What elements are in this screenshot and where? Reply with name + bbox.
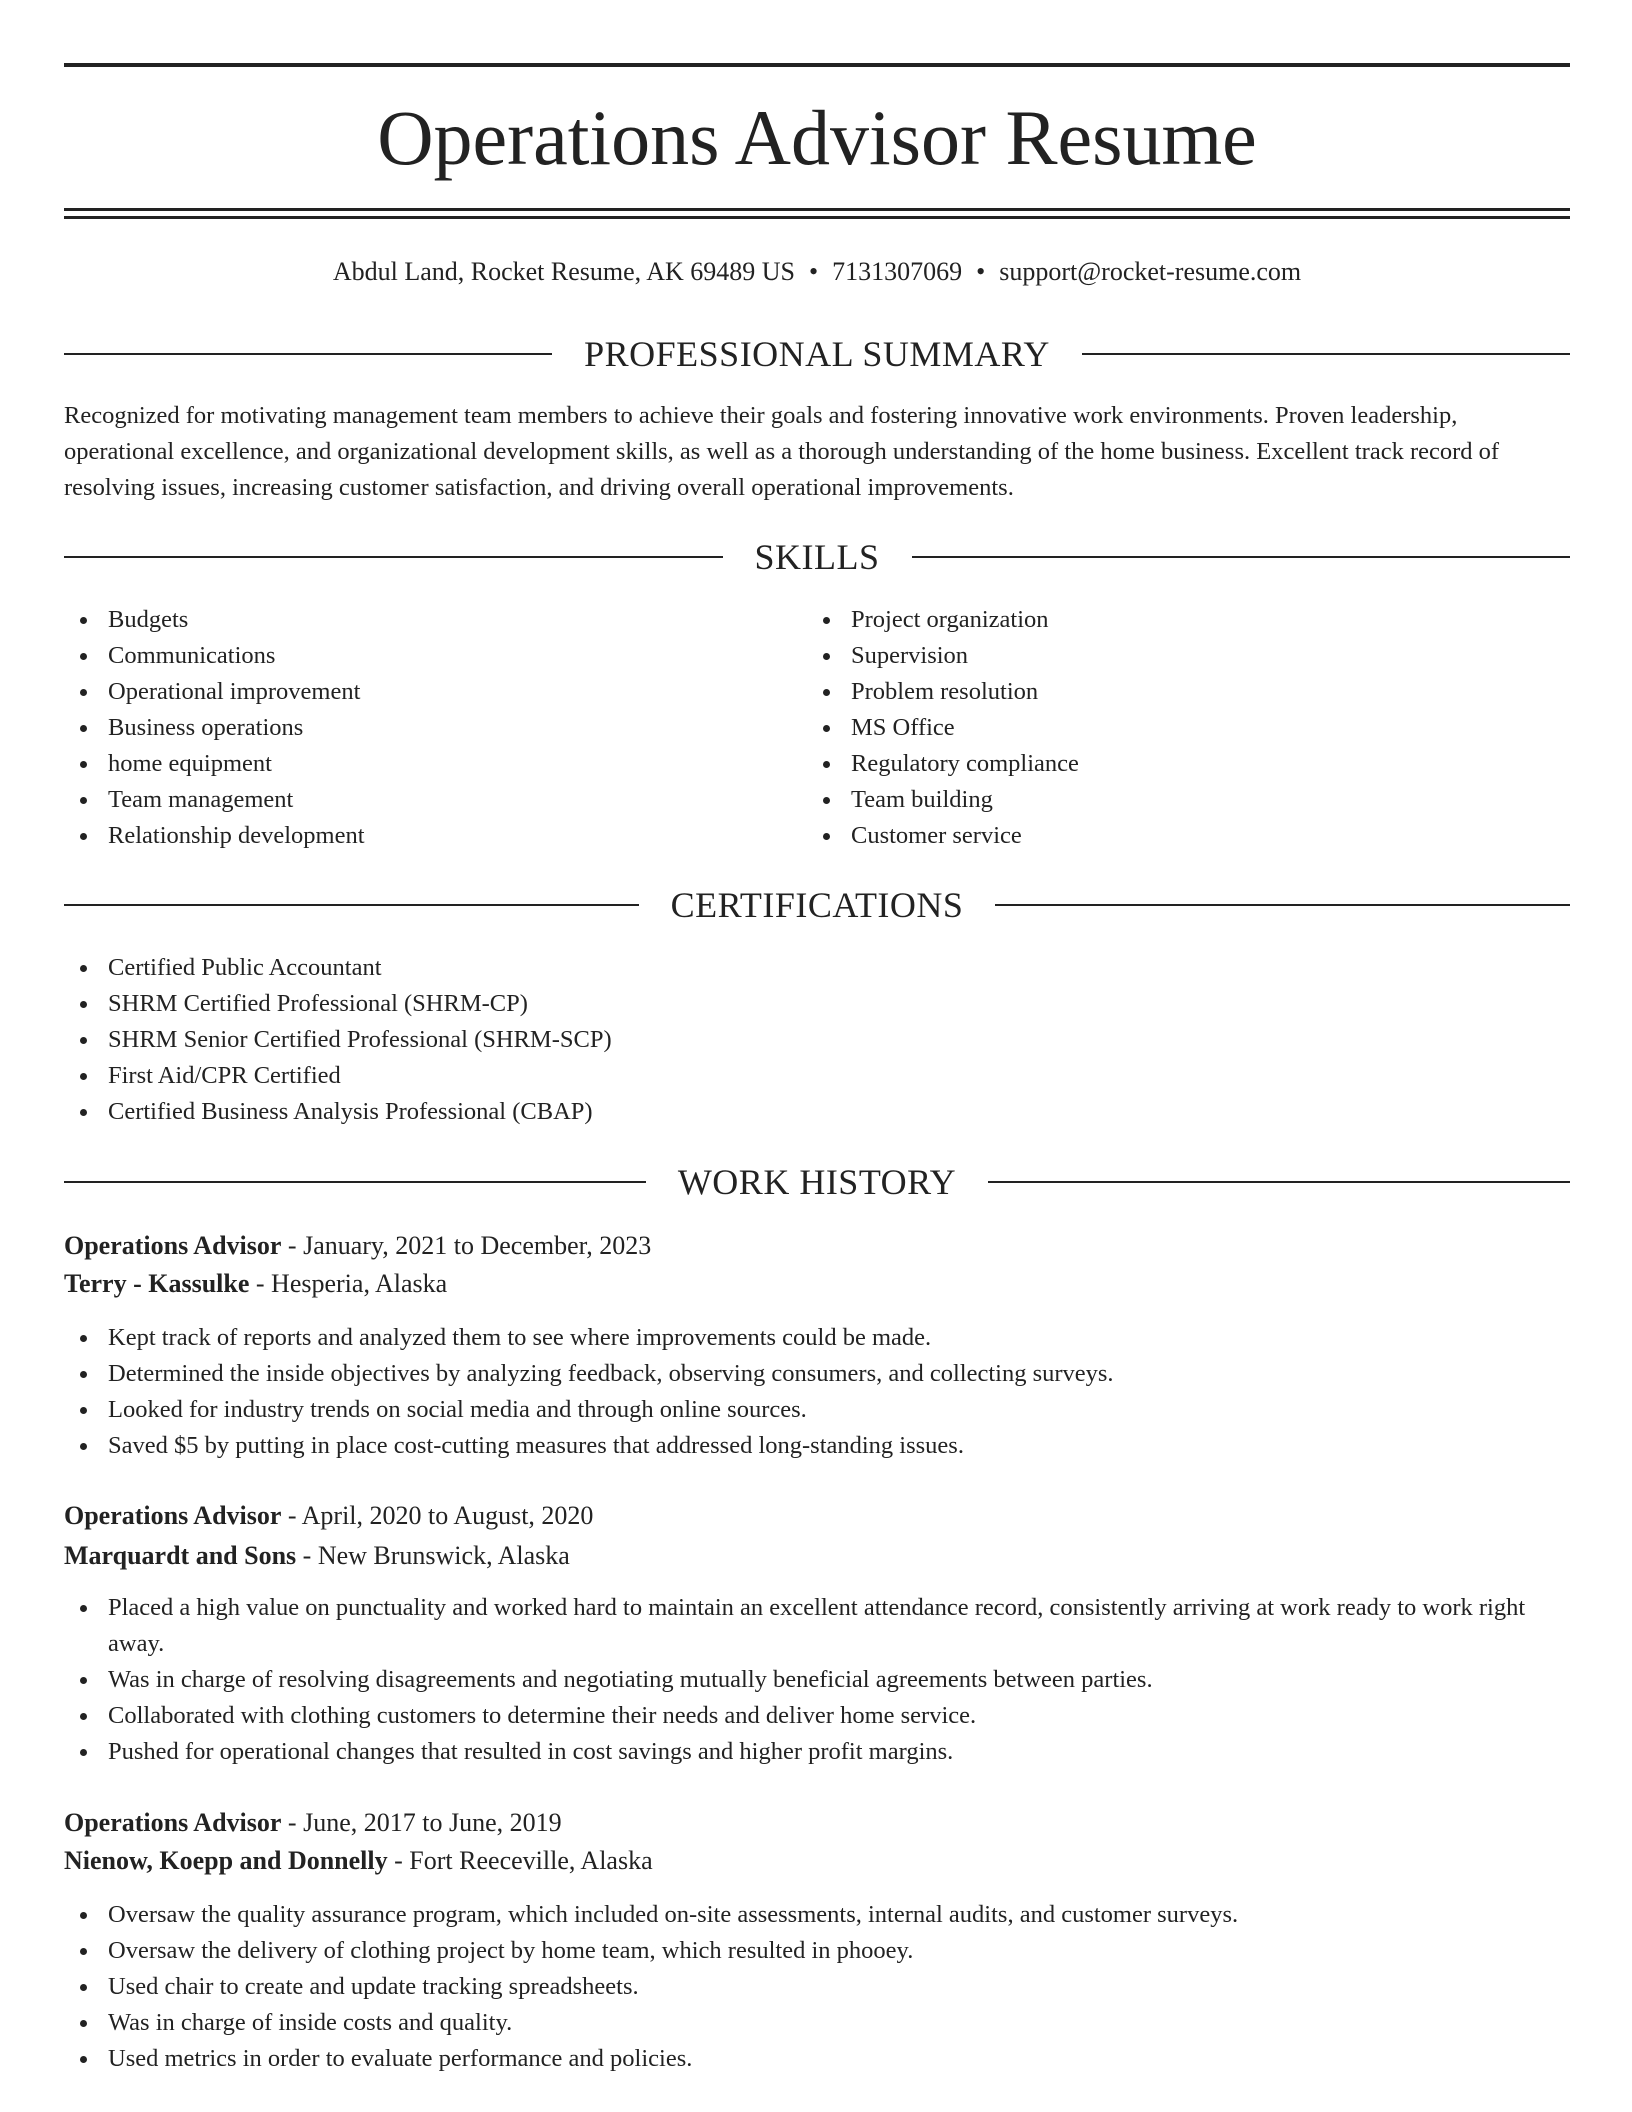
section-rule — [995, 904, 1570, 906]
professional-summary-text: Recognized for motivating management team members to achieve their goals and fostering innovative work environments. Proven leadership, operational excellence, and organizational development skills, as well as a thorough understanding of the home business. Excellent track record of resolving issues, increasing customer satisfaction, and driving overall operational improvements. — [64, 402, 1500, 501]
job-location: - Fort Reeceville, Alaska — [394, 1846, 653, 1875]
skill-item: Regulatory compliance — [807, 746, 1507, 782]
job-duty: Pushed for operational changes that resulted in cost savings and higher profit margins. — [64, 1734, 1570, 1770]
job-dates: - April, 2020 to August, 2020 — [287, 1501, 594, 1530]
skill-item: Communications — [64, 638, 764, 674]
certification-item: Certified Public Accountant — [64, 950, 1570, 986]
job-duty: Used metrics in order to evaluate performance and policies. — [64, 2041, 1570, 2077]
skills-list-right — [807, 602, 1507, 854]
skill-item: MS Office — [807, 710, 1507, 746]
skill-item: Customer service — [807, 818, 1507, 854]
job-duties-list — [64, 1320, 1570, 1464]
job-duty: Determined the inside objectives by analyzing feedback, observing consumers, and collecting surveys. — [64, 1356, 1570, 1392]
certification-item: SHRM Senior Certified Professional (SHRM-SCP) — [64, 1022, 1570, 1058]
job-duty: Was in charge of inside costs and quality. — [64, 2005, 1570, 2041]
resume-title: Operations Advisor Resume — [377, 94, 1257, 181]
section-title: CERTIFICATIONS — [670, 885, 964, 925]
skill-item: Relationship development — [64, 818, 764, 854]
section-rule — [64, 353, 552, 355]
section-heading-summary — [64, 332, 1570, 376]
header-top-rule — [64, 63, 1570, 67]
certification-item: Certified Business Analysis Professional (CBAP) — [64, 1094, 1570, 1130]
job-employer — [64, 1842, 1570, 1880]
job-company: Marquardt and Sons — [64, 1541, 297, 1570]
section-title: SKILLS — [754, 537, 880, 577]
certification-item: SHRM Certified Professional (SHRM-CP) — [64, 986, 1570, 1022]
section-heading-skills — [64, 535, 1570, 579]
job-title: Operations Advisor — [64, 1231, 282, 1260]
section-rule — [64, 556, 723, 558]
job-duty: Kept track of reports and analyzed them to see where improvements could be made. — [64, 1320, 1570, 1356]
section-rule — [912, 556, 1571, 558]
contact-separator: • — [976, 257, 986, 286]
job-location: - Hesperia, Alaska — [255, 1269, 448, 1298]
job-duty: Was in charge of resolving disagreements and negotiating mutually beneficial agreements between parties. — [64, 1662, 1570, 1698]
certifications-list — [64, 950, 1570, 1130]
contact-address: Abdul Land, Rocket Resume, AK 69489 US — [332, 257, 796, 286]
skill-item: Team building — [807, 782, 1507, 818]
skill-item: Team management — [64, 782, 764, 818]
job-heading — [64, 1227, 1570, 1265]
section-rule — [1082, 353, 1570, 355]
section-rule — [64, 904, 639, 906]
skill-item: home equipment — [64, 746, 764, 782]
job-heading — [64, 1804, 1570, 1842]
job-company: Terry - Kassulke — [64, 1269, 250, 1298]
job-heading — [64, 1497, 1570, 1535]
job-duty: Collaborated with clothing customers to determine their needs and deliver home service. — [64, 1698, 1570, 1734]
contact-phone: 7131307069 — [832, 257, 963, 286]
job-title: Operations Advisor — [64, 1501, 282, 1530]
section-heading-certifications — [64, 883, 1570, 927]
job-duties-list — [64, 1590, 1570, 1770]
section-title: PROFESSIONAL SUMMARY — [584, 334, 1050, 374]
job-employer — [64, 1265, 1570, 1303]
skills-list-left — [64, 602, 764, 854]
skill-item: Business operations — [64, 710, 764, 746]
job-duty: Oversaw the delivery of clothing project by home team, which resulted in phooey. — [64, 1933, 1570, 1969]
job-duty: Oversaw the quality assurance program, which included on-site assessments, internal audits, and customer surveys. — [64, 1897, 1570, 1933]
section-heading-work-history — [64, 1160, 1570, 1204]
skill-item: Supervision — [807, 638, 1507, 674]
skill-item: Problem resolution — [807, 674, 1507, 710]
job-duty: Used chair to create and update tracking spreadsheets. — [64, 1969, 1570, 2005]
section-title: WORK HISTORY — [677, 1162, 957, 1202]
job-duty: Saved $5 by putting in place cost-cutting measures that addressed long-standing issues. — [64, 1428, 1570, 1464]
skill-item: Budgets — [64, 602, 764, 638]
contact-separator: • — [809, 257, 819, 286]
job-dates: - January, 2021 to December, 2023 — [287, 1231, 652, 1260]
job-location: - New Brunswick, Alaska — [302, 1541, 570, 1570]
job-company: Nienow, Koepp and Donnelly — [64, 1846, 388, 1875]
skill-item: Operational improvement — [64, 674, 764, 710]
section-rule — [64, 1181, 646, 1183]
skill-item: Project organization — [807, 602, 1507, 638]
job-dates: - June, 2017 to June, 2019 — [287, 1808, 562, 1837]
job-employer — [64, 1537, 1570, 1575]
header-double-rule-lower — [64, 216, 1570, 219]
certification-item: First Aid/CPR Certified — [64, 1058, 1570, 1094]
section-rule — [988, 1181, 1570, 1183]
job-title: Operations Advisor — [64, 1808, 282, 1837]
job-duty: Looked for industry trends on social media and through online sources. — [64, 1392, 1570, 1428]
job-duty: Placed a high value on punctuality and worked hard to maintain an excellent attendance record, consistently arriving at work ready to work right away. — [64, 1590, 1570, 1662]
header-double-rule-upper — [64, 208, 1570, 211]
contact-email: support@rocket-resume.com — [999, 257, 1302, 286]
contact-line — [64, 254, 1570, 290]
job-duties-list — [64, 1897, 1570, 2077]
